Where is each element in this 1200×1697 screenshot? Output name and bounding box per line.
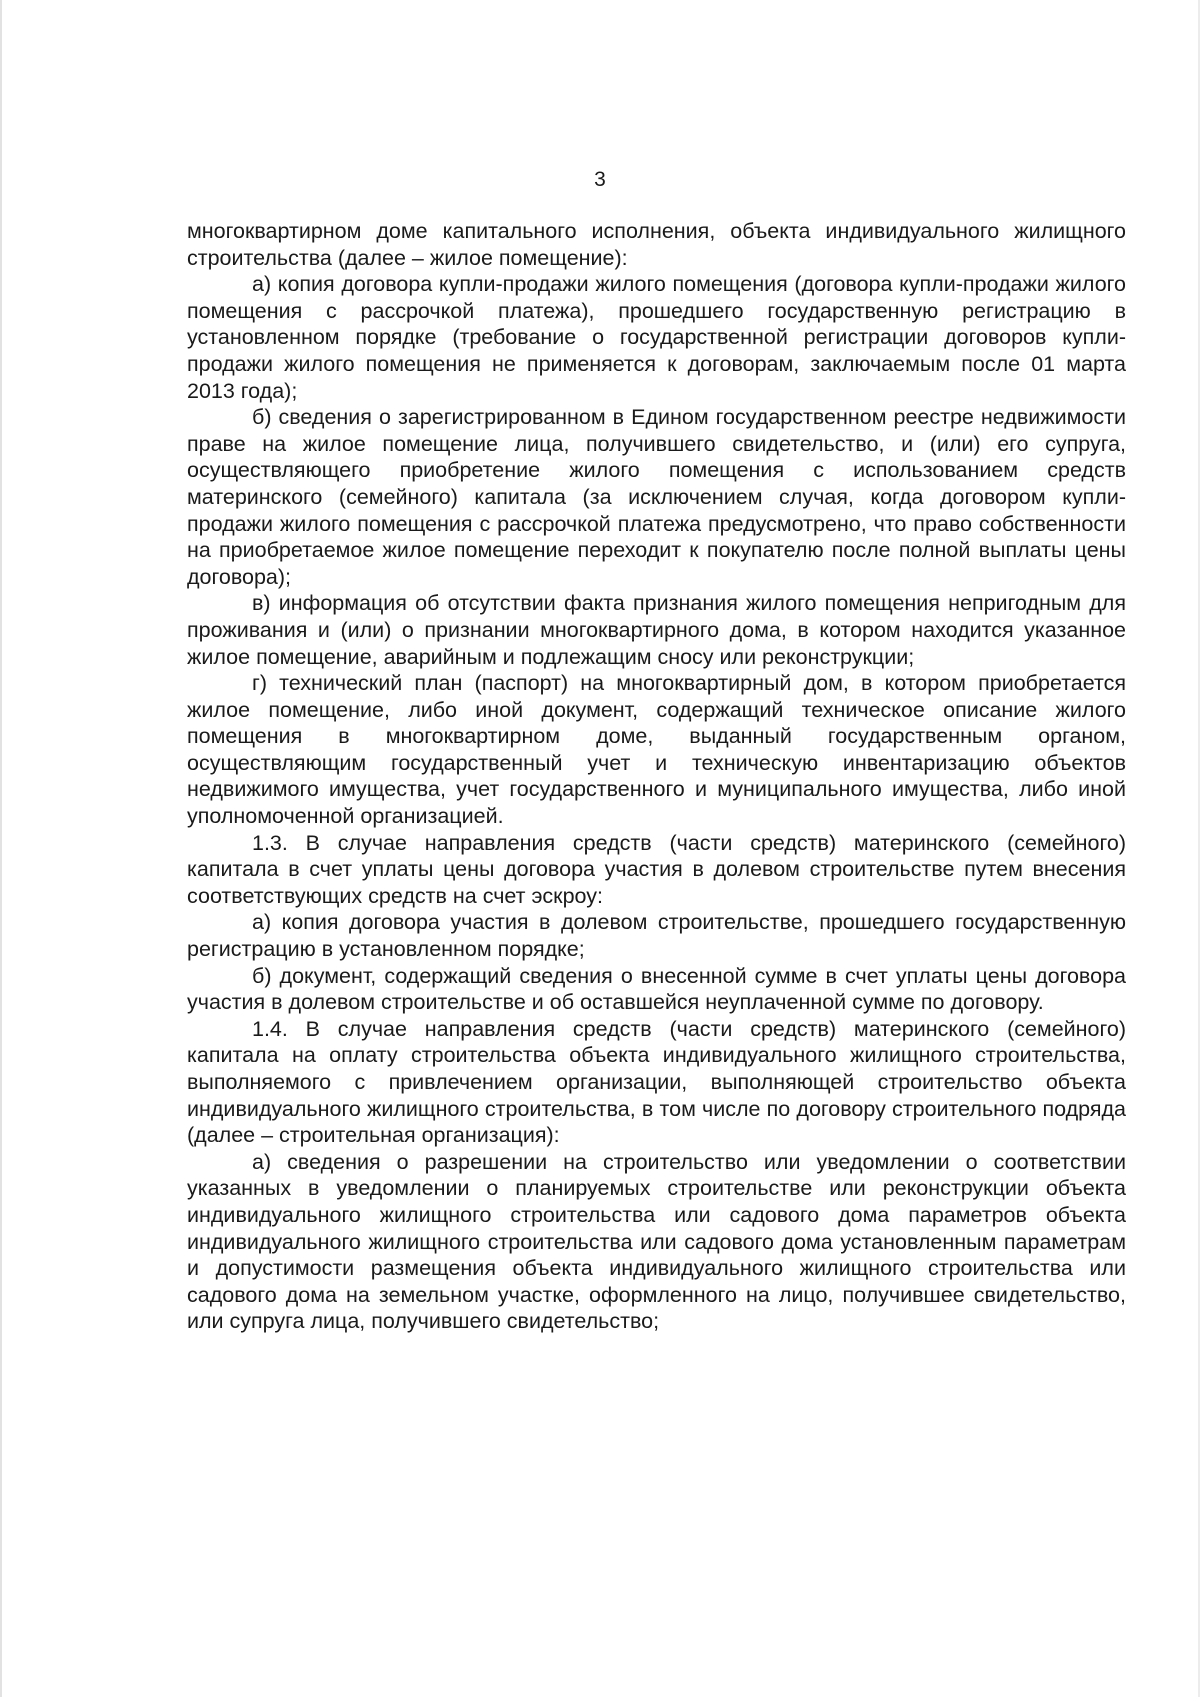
paragraph: б) документ, содержащий сведения о внесенной сумме в счет уплаты цены договора участия в долевом строительстве и об оставшейся неуплаченной сумме по договору. [187,963,1126,1015]
paragraph: а) копия договора купли-продажи жилого помещения (договора купли-продажи жилого помещения с рассрочкой платежа), прошедшего государственную регистрацию в установленном порядке (требование о государственной регистрации договоров купли-продажи жилого помещения не применяется к договорам, заключаемым после 01 марта 2013 года); [187,272,1126,403]
paragraph: в) информация об отсутствии факта признания жилого помещения непригодным для проживания и (или) о признании многоквартирного дома, в котором находится указанное жилое помещение, аварийным и подлежащим сносу или реконструкции; [187,591,1126,669]
paragraph: а) сведения о разрешении на строительство или уведомлении о соответствии указанных в уведомлении о планируемых строительстве или реконструкции объекта индивидуального жилищного строительства или садового дома параметров объекта индивидуального жилищного строительства или садового дома установленным параметрам и допустимости размещения объекта индивидуального жилищного строительства или садового дома на земельном участке, оформленного на лицо, получившее свидетельство, или супруга лица, получившего свидетельство; [187,1149,1126,1334]
paragraph: многоквартирном доме капитального исполнения, объекта индивидуального жилищного строительства (далее – жилое помещение): [187,219,1126,270]
paragraph: а) копия договора участия в долевом строительстве, прошедшего государственную регистрацию в установленном порядке; [187,910,1126,962]
scan-edge-left [0,0,2,1697]
paragraph: г) технический план (паспорт) на многоквартирный дом, в котором приобретается жилое помещение, либо иной документ, содержащий техническое описание жилого помещения в многоквартирном доме, выданный государственным органом, осуществляющим государственный учет и техническую инвентаризацию объектов недвижимого имущества, учет государственного и муниципального имущества, либо иной уполномоченной организацией. [187,671,1126,829]
paragraph: б) сведения о зарегистрированном в Едином государственном реестре недвижимости праве на жилое помещение лица, получившего свидетельство, и (или) его супруга, осуществляющего приобретение жилого помещения с использованием средств материнского (семейного) капитала (за исключением случая, когда договором купли-продажи жилого помещения с рассрочкой платежа предусмотрено, что право собственности на приобретаемое жилое помещение переходит к покупателю после полной выплаты цены договора); [187,405,1126,589]
page-number: 3 [594,168,606,191]
document-body [187,218,1126,1335]
paragraph: 1.3. В случае направления средств (части средств) материнского (семейного) капитала в счет уплаты цены договора участия в долевом строительстве путем внесения соответствующих средств на счет эскроу: [187,830,1126,908]
paragraph: 1.4. В случае направления средств (части средств) материнского (семейного) капитала на оплату строительства объекта индивидуального жилищного строительства, выполняемого с привлечением организации, выполняющей строительство объекта индивидуального жилищного строительства, в том числе по договору строительного подряда (далее – строительная организация): [187,1016,1126,1148]
